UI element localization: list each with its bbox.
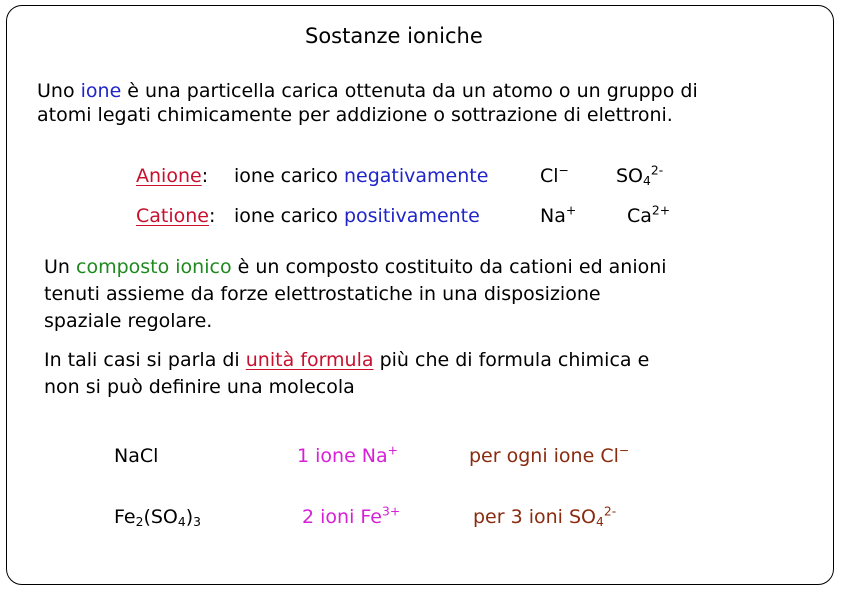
catione-label: Catione	[136, 205, 209, 227]
so4-per-subscript: 4	[596, 515, 604, 530]
anione-description	[234, 164, 488, 188]
na-charge: +	[565, 203, 577, 218]
so4-group-close: )	[185, 506, 194, 528]
anione-desc-text: ione carico	[234, 165, 344, 187]
example-nacl-compound: NaCl	[114, 445, 159, 467]
term-composto-ionico: composto ionico	[76, 256, 232, 278]
fe-ratio-text: 2 ioni Fe	[302, 506, 382, 528]
example-nacl-ratio	[297, 444, 398, 468]
formula-paragraph	[44, 347, 649, 401]
example-fe2so43-compound	[114, 505, 201, 529]
catione-row	[136, 204, 215, 228]
intro-paragraph	[37, 79, 698, 127]
composto-text-b: è un composto costituito da cationi ed anioni	[231, 256, 667, 278]
catione-example-na	[540, 204, 576, 228]
catione-colon: :	[209, 205, 216, 227]
nacl-ratio-text: 1 ione Na	[297, 445, 388, 467]
so4-subscript: 4	[643, 174, 651, 189]
composto-line-3: spaziale regolare.	[44, 310, 213, 332]
fe-symbol: Fe	[114, 506, 136, 528]
slide-title: Sostanze ioniche	[305, 24, 483, 48]
fe-ratio-charge: 3+	[381, 504, 401, 519]
composto-line-1	[44, 254, 667, 281]
nacl-per-text: per ogni ione Cl	[469, 445, 619, 467]
so4-per-text: per 3 ioni SO	[473, 506, 597, 528]
formula-text-b: più che di formula chimica e	[373, 349, 650, 371]
catione-desc-text: ione carico	[234, 205, 344, 227]
anione-example-so4	[616, 164, 663, 188]
intro-text-b: è una particella carica ottenuta da un atomo o un gruppo di	[121, 80, 698, 102]
fe-subscript: 2	[135, 515, 144, 530]
example-fe2so43-ratio	[302, 505, 400, 529]
so4-symbol: SO	[616, 165, 644, 187]
na-symbol: Na	[540, 205, 566, 227]
nacl-per-charge: −	[618, 443, 630, 458]
term-ione: ione	[80, 80, 122, 102]
formula-line-1	[44, 347, 649, 374]
example-nacl-per	[469, 444, 629, 468]
so4-group-open: (SO	[143, 506, 178, 528]
catione-description	[234, 204, 480, 228]
formula-line-2: non si può definire una molecola	[44, 376, 355, 398]
anione-row	[136, 164, 208, 188]
ca-charge: 2+	[651, 203, 671, 218]
catione-desc-colored: positivamente	[343, 205, 480, 227]
composto-paragraph	[44, 254, 667, 335]
example-fe2so43-per	[473, 505, 616, 529]
so4-charge: 2-	[650, 163, 664, 178]
anione-colon: :	[201, 165, 209, 187]
so4-per-charge: 2-	[603, 504, 617, 519]
so4-group-subscript: 4	[177, 515, 186, 530]
anione-label: Anione	[136, 165, 202, 187]
intro-text-a: Uno	[37, 80, 81, 102]
anione-desc-colored: negativamente	[343, 165, 489, 187]
composto-text-a: Un	[44, 256, 76, 278]
group-multiplier: 3	[193, 515, 202, 530]
intro-line-2: atomi legati chimicamente per addizione o sottrazione di elettroni.	[37, 104, 673, 126]
term-unita-formula: unità formula	[245, 349, 374, 371]
composto-line-2: tenuti assieme da forze elettrostatiche in una disposizione	[44, 283, 601, 305]
cl-charge: −	[558, 163, 569, 178]
catione-example-ca	[627, 204, 670, 228]
formula-text-a: In tali casi si parla di	[44, 349, 246, 371]
nacl-ratio-charge: +	[387, 443, 399, 458]
intro-line-1	[37, 79, 698, 103]
ca-symbol: Ca	[627, 205, 652, 227]
anione-example-cl	[540, 164, 569, 188]
cl-symbol: Cl	[540, 165, 559, 187]
